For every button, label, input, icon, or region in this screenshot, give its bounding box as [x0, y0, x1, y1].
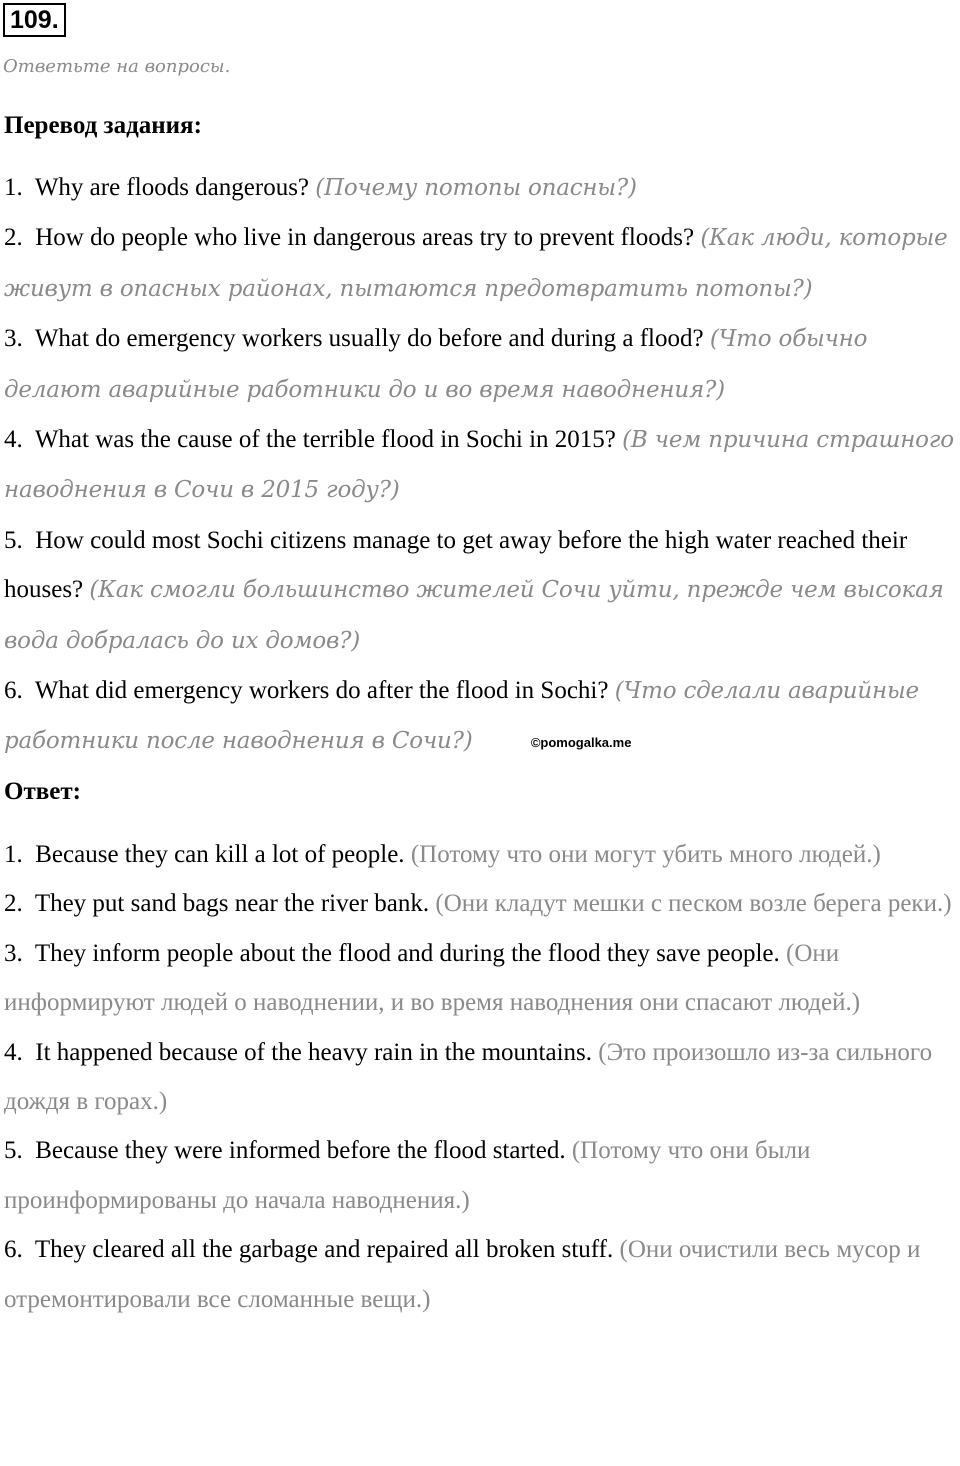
answer-item — [4, 830, 960, 879]
question-russian: (Что обычно делают аварийные работники до и во время наводнения?) — [4, 326, 868, 403]
answer-number: 5. — [4, 1137, 23, 1165]
answer-item — [4, 1028, 960, 1127]
answers-list — [4, 830, 960, 1324]
answer-heading: Ответ: — [4, 778, 81, 805]
answer-english: They put sand bags near the river bank. — [34, 890, 430, 918]
answer-number: 2. — [4, 890, 23, 918]
question-english: Why are floods dangerous? — [34, 174, 310, 201]
question-russian: (Как смогли большинство жителей Сочи уйти, прежде чем высокая вода добралась до их домов?) — [4, 577, 944, 654]
question-item — [4, 314, 960, 415]
answer-russian: (Они информируют людей о наводнении, и во время наводнения они спасают людей.) — [4, 939, 861, 1017]
question-english: How could most Sochi citizens manage to get away before the high water reached their houses? — [4, 526, 908, 604]
question-russian: (Как люди, которые живут в опасных районах, пытаются предотвратить потопы?) — [4, 225, 948, 302]
answer-number: 4. — [4, 1038, 23, 1066]
watermark: ©pomogalka.me — [530, 735, 632, 751]
question-number: 1. — [4, 174, 23, 201]
answer-english: It happened because of the heavy rain in the mountains. — [35, 1038, 593, 1066]
question-english: What do emergency workers usually do before and during a flood? — [34, 325, 704, 353]
question-number: 4. — [4, 426, 23, 454]
question-item — [4, 163, 960, 213]
question-number: 2. — [4, 224, 23, 252]
answer-russian: (Потому что они были проинформированы до начала наводнения.) — [4, 1137, 811, 1214]
question-item — [4, 213, 960, 314]
question-number: 3. — [4, 325, 23, 353]
question-russian: (Что сделали аварийные работники после наводнения в Сочи?) — [4, 678, 919, 755]
answer-russian: (Это произошло из-за сильного дождя в горах.) — [4, 1038, 933, 1116]
answer-english: They cleared all the garbage and repaired all broken stuff. — [34, 1236, 614, 1264]
question-english: What did emergency workers do after the flood in Sochi? — [34, 677, 609, 705]
question-item — [4, 516, 960, 666]
question-item — [4, 415, 960, 516]
answer-item — [4, 929, 960, 1028]
task-instruction: Ответьте на вопросы. — [3, 56, 231, 77]
question-russian: (В чем причина страшного наводнения в Сочи в 2015 году?) — [4, 427, 954, 504]
answer-russian: (Они кладут мешки с песком возле берега реки.) — [435, 890, 952, 918]
question-english: How do people who live in dangerous areas try to prevent floods? — [35, 224, 695, 252]
question-number: 5. — [4, 526, 23, 554]
question-number: 6. — [4, 677, 23, 705]
answer-number: 6. — [4, 1236, 23, 1264]
translation-heading: Перевод задания: — [4, 112, 202, 139]
questions-list — [4, 163, 960, 767]
question-item — [4, 666, 960, 767]
answer-russian: (Они очистили весь мусор и отремонтировали все сломанные вещи.) — [4, 1236, 921, 1313]
answer-english: Because they can kill a lot of people. — [35, 841, 405, 868]
answer-item — [4, 879, 960, 928]
task-number-box: 109. — [3, 3, 66, 37]
answer-russian: (Потому что они могут убить много людей.) — [410, 841, 881, 868]
answer-item — [4, 1225, 960, 1324]
answer-english: Because they were informed before the flood started. — [35, 1137, 566, 1165]
answer-english: They inform people about the flood and during the flood they save people. — [34, 939, 780, 967]
question-english: What was the cause of the terrible flood in Sochi in 2015? — [34, 426, 616, 454]
answer-item — [4, 1126, 960, 1225]
answer-number: 1. — [4, 841, 23, 868]
answer-number: 3. — [4, 939, 23, 967]
question-russian: (Почему потопы опасны?) — [315, 175, 637, 201]
